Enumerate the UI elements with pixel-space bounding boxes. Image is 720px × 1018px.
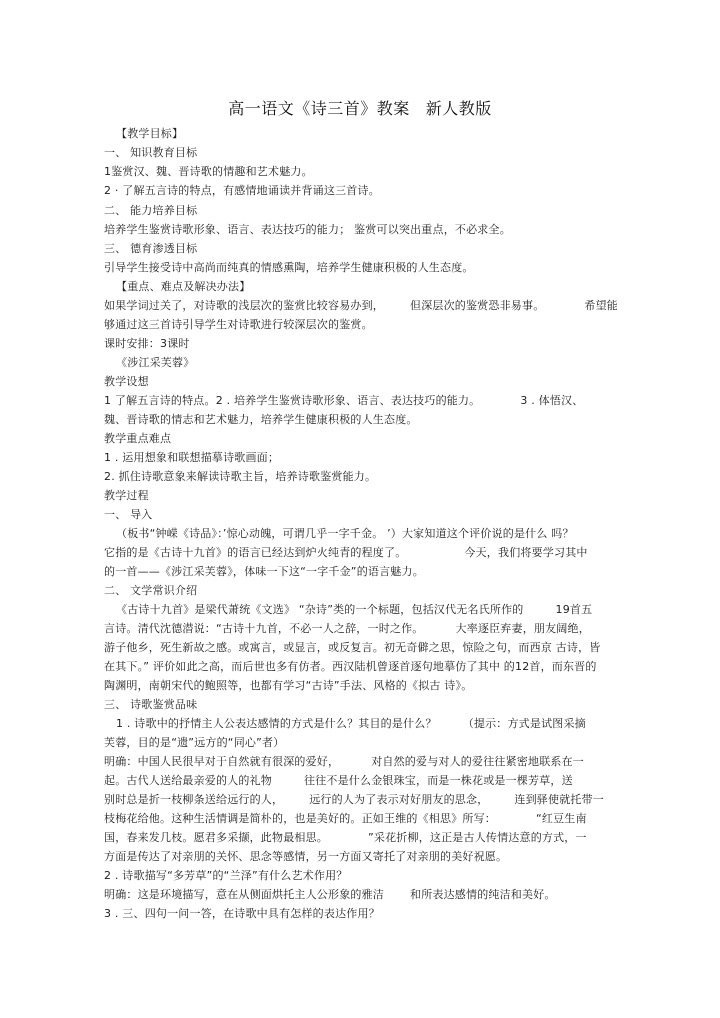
heading-key-points: 【重点、难点及解决办法】 (116, 280, 251, 293)
section-heading: 二、 能力培养目标 (104, 204, 198, 217)
paragraph-line: 芙蓉，目的是“遗”远方的“同心”者） (104, 736, 285, 749)
paragraph-line: 2. 抓住诗歌意象来解读诗歌主旨，培养诗歌鉴赏能力。 (104, 470, 377, 483)
paragraph-line: 2 · 了解五言诗的特点，有感情地诵读并背诵这三首诗。 (104, 184, 380, 197)
section-heading: 教学过程 (104, 489, 149, 502)
section-heading: 教学重点难点 (104, 432, 172, 445)
poem-title: 《涉江采芙蓉》 (116, 356, 195, 369)
text-segment: 《古诗十九首》是梁代萧统《文选》 “杂诗”类的一个标题，包括汉代无名氏所作的 (116, 603, 524, 616)
paragraph-line (104, 830, 624, 845)
text-segment: 和所表达感情的纯洁和美好。 (410, 888, 556, 901)
text-segment: （提示：方式是试图采摘 (462, 717, 586, 730)
paragraph-line: 的一首——《涉江采芙蓉》，体味一下这“一字千金”的语言魅力。 (104, 565, 424, 578)
section-heading: 教学设想 (104, 375, 149, 388)
text-segment: 但深层次的鉴赏恐非易事。 (410, 299, 545, 312)
text-segment: 如果学词过关了，对诗歌的浅层次的鉴赏比较容易办到， (104, 299, 384, 312)
paragraph-line: 在其下。” 评价如此之高，而后世也多有仿者。西汉陆机曾逐首逐句地摹仿了其中 的12首，而东晋的 (104, 660, 597, 673)
paragraph-line (104, 792, 624, 807)
section-heading: 一、 导入 (104, 508, 153, 521)
text-segment: 今天，我们将要学习其中 (464, 546, 588, 559)
text-segment: 远行的人为了表示对好朋友的思念， (309, 793, 489, 806)
text-segment: 19首五 (555, 603, 593, 616)
paragraph-line (104, 887, 624, 902)
text-segment: 1 了解五言诗的特点。2 . 培养学生鉴赏诗歌形象、语言、表达技巧的能力。 (104, 394, 481, 407)
text-segment: 它指的是《古诗十九首》的语言已经达到炉火纯青的程度了。 (104, 546, 407, 559)
text-segment: 连到驿使就托带一 (514, 793, 605, 806)
paragraph-line: 引导学生接受诗中高尚而纯真的情感熏陶，培养学生健康积极的人生态度。 (104, 261, 474, 274)
title-suffix: 新人教版 (425, 99, 492, 118)
paragraph-line: 游子他乡，死生新故之感。或寓言，或显言，或反复言。初无奇僻之思，惊险之句，而西京 古诗，皆 (104, 641, 601, 654)
paragraph-line: （板书“钟嵘《诗品》：’惊心动魄，可谓几乎一字千金。 ’）大家知道这个评价说的是什么 吗？ (116, 527, 574, 540)
document-title (0, 96, 720, 119)
section-heading: 二、 文学常识介绍 (104, 584, 198, 597)
paragraph-line: 1鉴赏汉、魏、晋诗歌的情趣和艺术魅力。 (104, 165, 313, 178)
paragraph-line: 课时安排：3课时 (104, 337, 190, 350)
text-segment: 希望能 (584, 299, 619, 312)
text-segment: 言诗。清代沈德潜说：“古诗十九首，不必一人之辞，一时之作。 (104, 622, 424, 635)
text-segment: 对自然的爱与对人的爱往往紧密地联系在一 (371, 755, 585, 768)
paragraph-line: 陶渊明，南朝宋代的鲍照等，也都有学习“古诗”手法、风格的《拟古 诗》。 (104, 679, 473, 692)
text-segment: 别时总是折一枝柳条送给远行的人， (104, 793, 284, 806)
text-segment: 枝梅花给他。这种生活情调是简朴的，也是美好的。正如王维的《相思》所写： (104, 812, 496, 825)
paragraph-line: 方面是传达了对亲朋的关怀、思念等感情，另一方面又寄托了对亲朋的美好祝愿。 (104, 850, 508, 863)
paragraph-line (104, 621, 624, 636)
heading-teaching-goals: 【教学目标】 (116, 127, 184, 140)
paragraph-line: 2 . 诗歌描写“多芳草”的“兰泽”有什么艺术作用？ (104, 869, 348, 882)
text-segment: “红豆生南 (536, 812, 587, 825)
section-heading: 三、 德育渗透目标 (104, 242, 198, 255)
paragraph-line: 培养学生鉴赏诗歌形象、语言、表达技巧的能力； 鉴赏可以突出重点，不必求全。 (104, 223, 511, 236)
text-segment: 明确：中国人民很早对于自然就有很深的爱好， (104, 755, 340, 768)
paragraph-line (104, 298, 624, 313)
text-segment: 3 . 体悟汉、 (520, 394, 584, 407)
paragraph-line (104, 393, 624, 408)
paragraph-line: 3 . 三、四句一问一答，在诗歌中具有怎样的表达作用？ (104, 907, 380, 920)
paragraph-line (104, 773, 624, 788)
paragraph-line: 1 . 运用想象和联想描摹诗歌画面； (104, 451, 280, 464)
section-heading: 一、 知识教育目标 (104, 146, 198, 159)
paragraph-line (104, 811, 624, 826)
text-segment: 国，春来发几枝。愿君多采撷，此物最相思。 (104, 831, 328, 844)
text-segment: 1 . 诗歌中的抒情主人公表达感情的方式是什么？其目的是什么？ (116, 717, 437, 730)
text-segment: ”采花折柳，这正是古人传情达意的方式，一 (368, 831, 587, 844)
text-segment: 起。古代人送给最亲爱的人的礼物 (104, 774, 272, 787)
text-segment: 大率逐臣弃妻，朋友阔绝， (455, 622, 590, 635)
paragraph-line (116, 602, 636, 617)
paragraph-line (104, 545, 624, 560)
text-segment: 明确：这是环境描写，意在从侧面烘托主人公形象的雅洁 (104, 888, 384, 901)
paragraph-line (116, 716, 636, 731)
paragraph-line (104, 754, 624, 769)
title-main: 高一语文《诗三首》教案 (228, 99, 410, 118)
section-heading: 三、 诗歌鉴赏品味 (104, 698, 198, 711)
paragraph-line: 魏、晋诗歌的情志和艺术魅力，培养学生健康积极的人生态度。 (104, 413, 418, 426)
text-segment: 往往不是什么金银珠宝，而是一株花或是一棵芳草，送 (304, 774, 573, 787)
paragraph-line: 够通过这三首诗引导学生对诗歌进行较深层次的鉴赏。 (104, 318, 373, 331)
